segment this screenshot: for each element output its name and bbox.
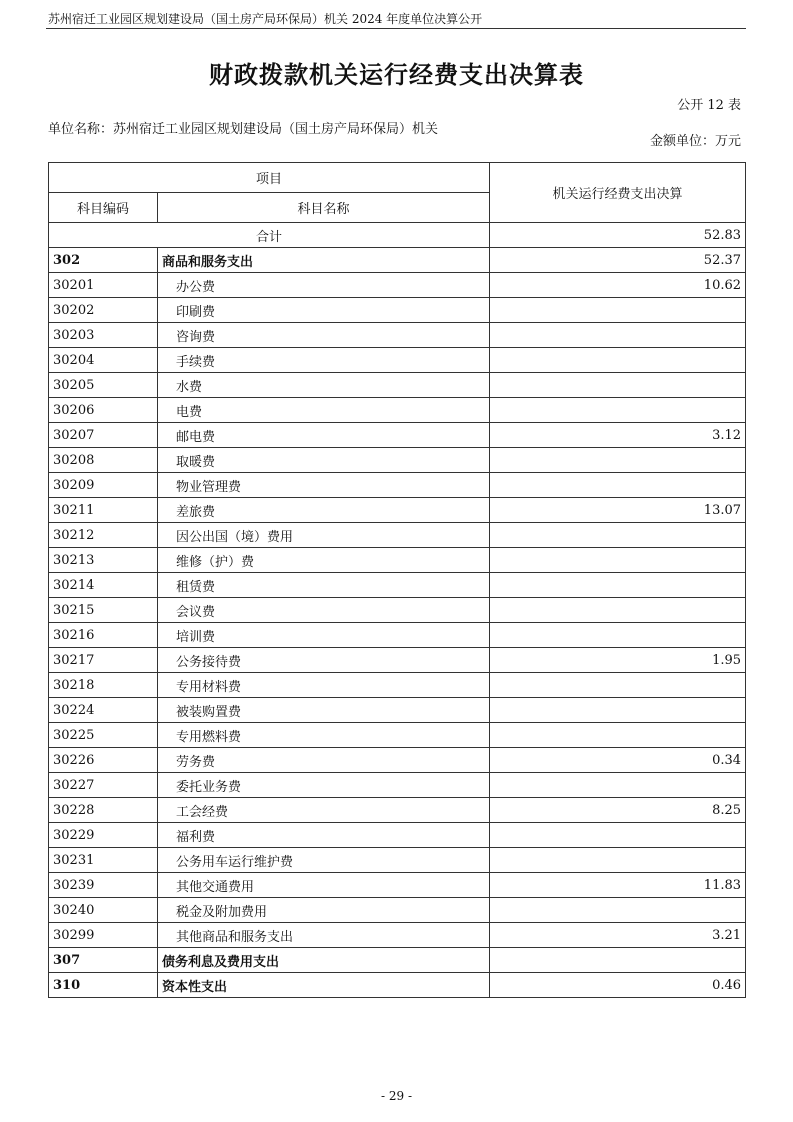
table-row bbox=[49, 573, 746, 598]
table-row bbox=[49, 298, 746, 323]
row-amount bbox=[490, 898, 746, 923]
table-row bbox=[49, 273, 746, 298]
row-amount bbox=[490, 823, 746, 848]
row-amount bbox=[490, 773, 746, 798]
row-code: 30225 bbox=[49, 723, 158, 748]
row-amount: 10.62 bbox=[490, 273, 746, 298]
row-code: 302 bbox=[49, 248, 158, 273]
row-amount: 0.34 bbox=[490, 748, 746, 773]
row-name: 其他商品和服务支出 bbox=[158, 923, 490, 948]
row-code: 30211 bbox=[49, 498, 158, 523]
row-name: 其他交通费用 bbox=[158, 873, 490, 898]
row-code: 30224 bbox=[49, 698, 158, 723]
row-amount bbox=[490, 348, 746, 373]
row-code: 30239 bbox=[49, 873, 158, 898]
row-name: 专用材料费 bbox=[158, 673, 490, 698]
table-row bbox=[49, 248, 746, 273]
row-amount bbox=[490, 473, 746, 498]
table-row bbox=[49, 373, 746, 398]
row-name: 工会经费 bbox=[158, 798, 490, 823]
unit-name: 单位名称：苏州宿迁工业园区规划建设局（国土房产局环保局）机关 bbox=[48, 122, 439, 137]
row-amount bbox=[490, 448, 746, 473]
row-amount bbox=[490, 598, 746, 623]
row-name: 税金及附加费用 bbox=[158, 898, 490, 923]
row-amount: 11.83 bbox=[490, 873, 746, 898]
table-row bbox=[49, 923, 746, 948]
row-code: 30228 bbox=[49, 798, 158, 823]
row-code: 30226 bbox=[49, 748, 158, 773]
row-amount: 0.46 bbox=[490, 973, 746, 998]
row-amount bbox=[490, 523, 746, 548]
row-amount: 1.95 bbox=[490, 648, 746, 673]
table-row bbox=[49, 723, 746, 748]
row-name: 资本性支出 bbox=[158, 973, 490, 998]
row-code: 30231 bbox=[49, 848, 158, 873]
table-row bbox=[49, 398, 746, 423]
row-code: 30203 bbox=[49, 323, 158, 348]
table-row bbox=[49, 423, 746, 448]
row-code: 30214 bbox=[49, 573, 158, 598]
row-amount bbox=[490, 298, 746, 323]
row-code: 30205 bbox=[49, 373, 158, 398]
row-amount: 52.37 bbox=[490, 248, 746, 273]
table-row bbox=[49, 673, 746, 698]
table-row bbox=[49, 473, 746, 498]
row-name: 被装购置费 bbox=[158, 698, 490, 723]
row-amount: 8.25 bbox=[490, 798, 746, 823]
row-code: 30227 bbox=[49, 773, 158, 798]
expenditure-table bbox=[48, 162, 746, 998]
row-name: 维修（护）费 bbox=[158, 548, 490, 573]
table-row bbox=[49, 823, 746, 848]
row-code: 30201 bbox=[49, 273, 158, 298]
row-name: 商品和服务支出 bbox=[158, 248, 490, 273]
row-name: 债务利息及费用支出 bbox=[158, 948, 490, 973]
table-number: 公开 12 表 bbox=[677, 98, 741, 113]
code-header: 科目编码 bbox=[49, 193, 158, 223]
table-row bbox=[49, 798, 746, 823]
row-code: 30209 bbox=[49, 473, 158, 498]
row-name: 公务接待费 bbox=[158, 648, 490, 673]
table-row bbox=[49, 323, 746, 348]
row-code: 30207 bbox=[49, 423, 158, 448]
table-row bbox=[49, 523, 746, 548]
row-name: 水费 bbox=[158, 373, 490, 398]
row-code: 30212 bbox=[49, 523, 158, 548]
row-name: 福利费 bbox=[158, 823, 490, 848]
row-name: 物业管理费 bbox=[158, 473, 490, 498]
table-row bbox=[49, 648, 746, 673]
total-row bbox=[49, 223, 746, 248]
row-amount bbox=[490, 548, 746, 573]
row-name: 咨询费 bbox=[158, 323, 490, 348]
table-row bbox=[49, 948, 746, 973]
row-amount: 13.07 bbox=[490, 498, 746, 523]
row-amount bbox=[490, 723, 746, 748]
table-row bbox=[49, 698, 746, 723]
page-number: - 29 - bbox=[380, 1089, 412, 1103]
row-code: 30216 bbox=[49, 623, 158, 648]
running-header: 苏州宿迁工业园区规划建设局（国土房产局环保局）机关 2024 年度单位决算公开 bbox=[48, 12, 483, 26]
amount-header: 机关运行经费支出决算 bbox=[490, 163, 746, 223]
row-code: 30229 bbox=[49, 823, 158, 848]
row-amount bbox=[490, 948, 746, 973]
row-amount bbox=[490, 848, 746, 873]
row-amount bbox=[490, 323, 746, 348]
row-name: 邮电费 bbox=[158, 423, 490, 448]
row-code: 30208 bbox=[49, 448, 158, 473]
row-code: 30213 bbox=[49, 548, 158, 573]
table-row bbox=[49, 348, 746, 373]
row-code: 30206 bbox=[49, 398, 158, 423]
name-header: 科目名称 bbox=[158, 193, 490, 223]
row-amount bbox=[490, 573, 746, 598]
header-row bbox=[49, 163, 746, 193]
project-header: 项目 bbox=[49, 163, 490, 193]
table-row bbox=[49, 598, 746, 623]
row-name: 劳务费 bbox=[158, 748, 490, 773]
row-code: 30202 bbox=[49, 298, 158, 323]
table-row bbox=[49, 498, 746, 523]
row-code: 30215 bbox=[49, 598, 158, 623]
row-name: 租赁费 bbox=[158, 573, 490, 598]
table-row bbox=[49, 873, 746, 898]
row-code: 30218 bbox=[49, 673, 158, 698]
row-amount bbox=[490, 373, 746, 398]
row-name: 会议费 bbox=[158, 598, 490, 623]
row-name: 差旅费 bbox=[158, 498, 490, 523]
row-code: 30299 bbox=[49, 923, 158, 948]
row-code: 30204 bbox=[49, 348, 158, 373]
row-name: 专用燃料费 bbox=[158, 723, 490, 748]
page-title: 财政拨款机关运行经费支出决算表 bbox=[209, 60, 584, 89]
row-name: 印刷费 bbox=[158, 298, 490, 323]
header-rule bbox=[46, 28, 746, 29]
row-name: 因公出国（境）费用 bbox=[158, 523, 490, 548]
row-name: 公务用车运行维护费 bbox=[158, 848, 490, 873]
row-name: 取暖费 bbox=[158, 448, 490, 473]
row-amount bbox=[490, 623, 746, 648]
row-amount: 3.12 bbox=[490, 423, 746, 448]
row-amount: 3.21 bbox=[490, 923, 746, 948]
row-name: 委托业务费 bbox=[158, 773, 490, 798]
row-code: 307 bbox=[49, 948, 158, 973]
table-row bbox=[49, 898, 746, 923]
table-row bbox=[49, 973, 746, 998]
total-amount: 52.83 bbox=[490, 223, 746, 248]
amount-unit: 金额单位：万元 bbox=[649, 134, 741, 149]
row-name: 手续费 bbox=[158, 348, 490, 373]
table-row bbox=[49, 848, 746, 873]
row-code: 30240 bbox=[49, 898, 158, 923]
row-name: 电费 bbox=[158, 398, 490, 423]
table-row bbox=[49, 448, 746, 473]
row-amount bbox=[490, 698, 746, 723]
row-amount bbox=[490, 398, 746, 423]
row-name: 办公费 bbox=[158, 273, 490, 298]
total-label: 合计 bbox=[49, 223, 490, 248]
row-code: 30217 bbox=[49, 648, 158, 673]
table-row bbox=[49, 748, 746, 773]
row-name: 培训费 bbox=[158, 623, 490, 648]
table-row bbox=[49, 623, 746, 648]
row-amount bbox=[490, 673, 746, 698]
table-row bbox=[49, 548, 746, 573]
table-row bbox=[49, 773, 746, 798]
row-code: 310 bbox=[49, 973, 158, 998]
